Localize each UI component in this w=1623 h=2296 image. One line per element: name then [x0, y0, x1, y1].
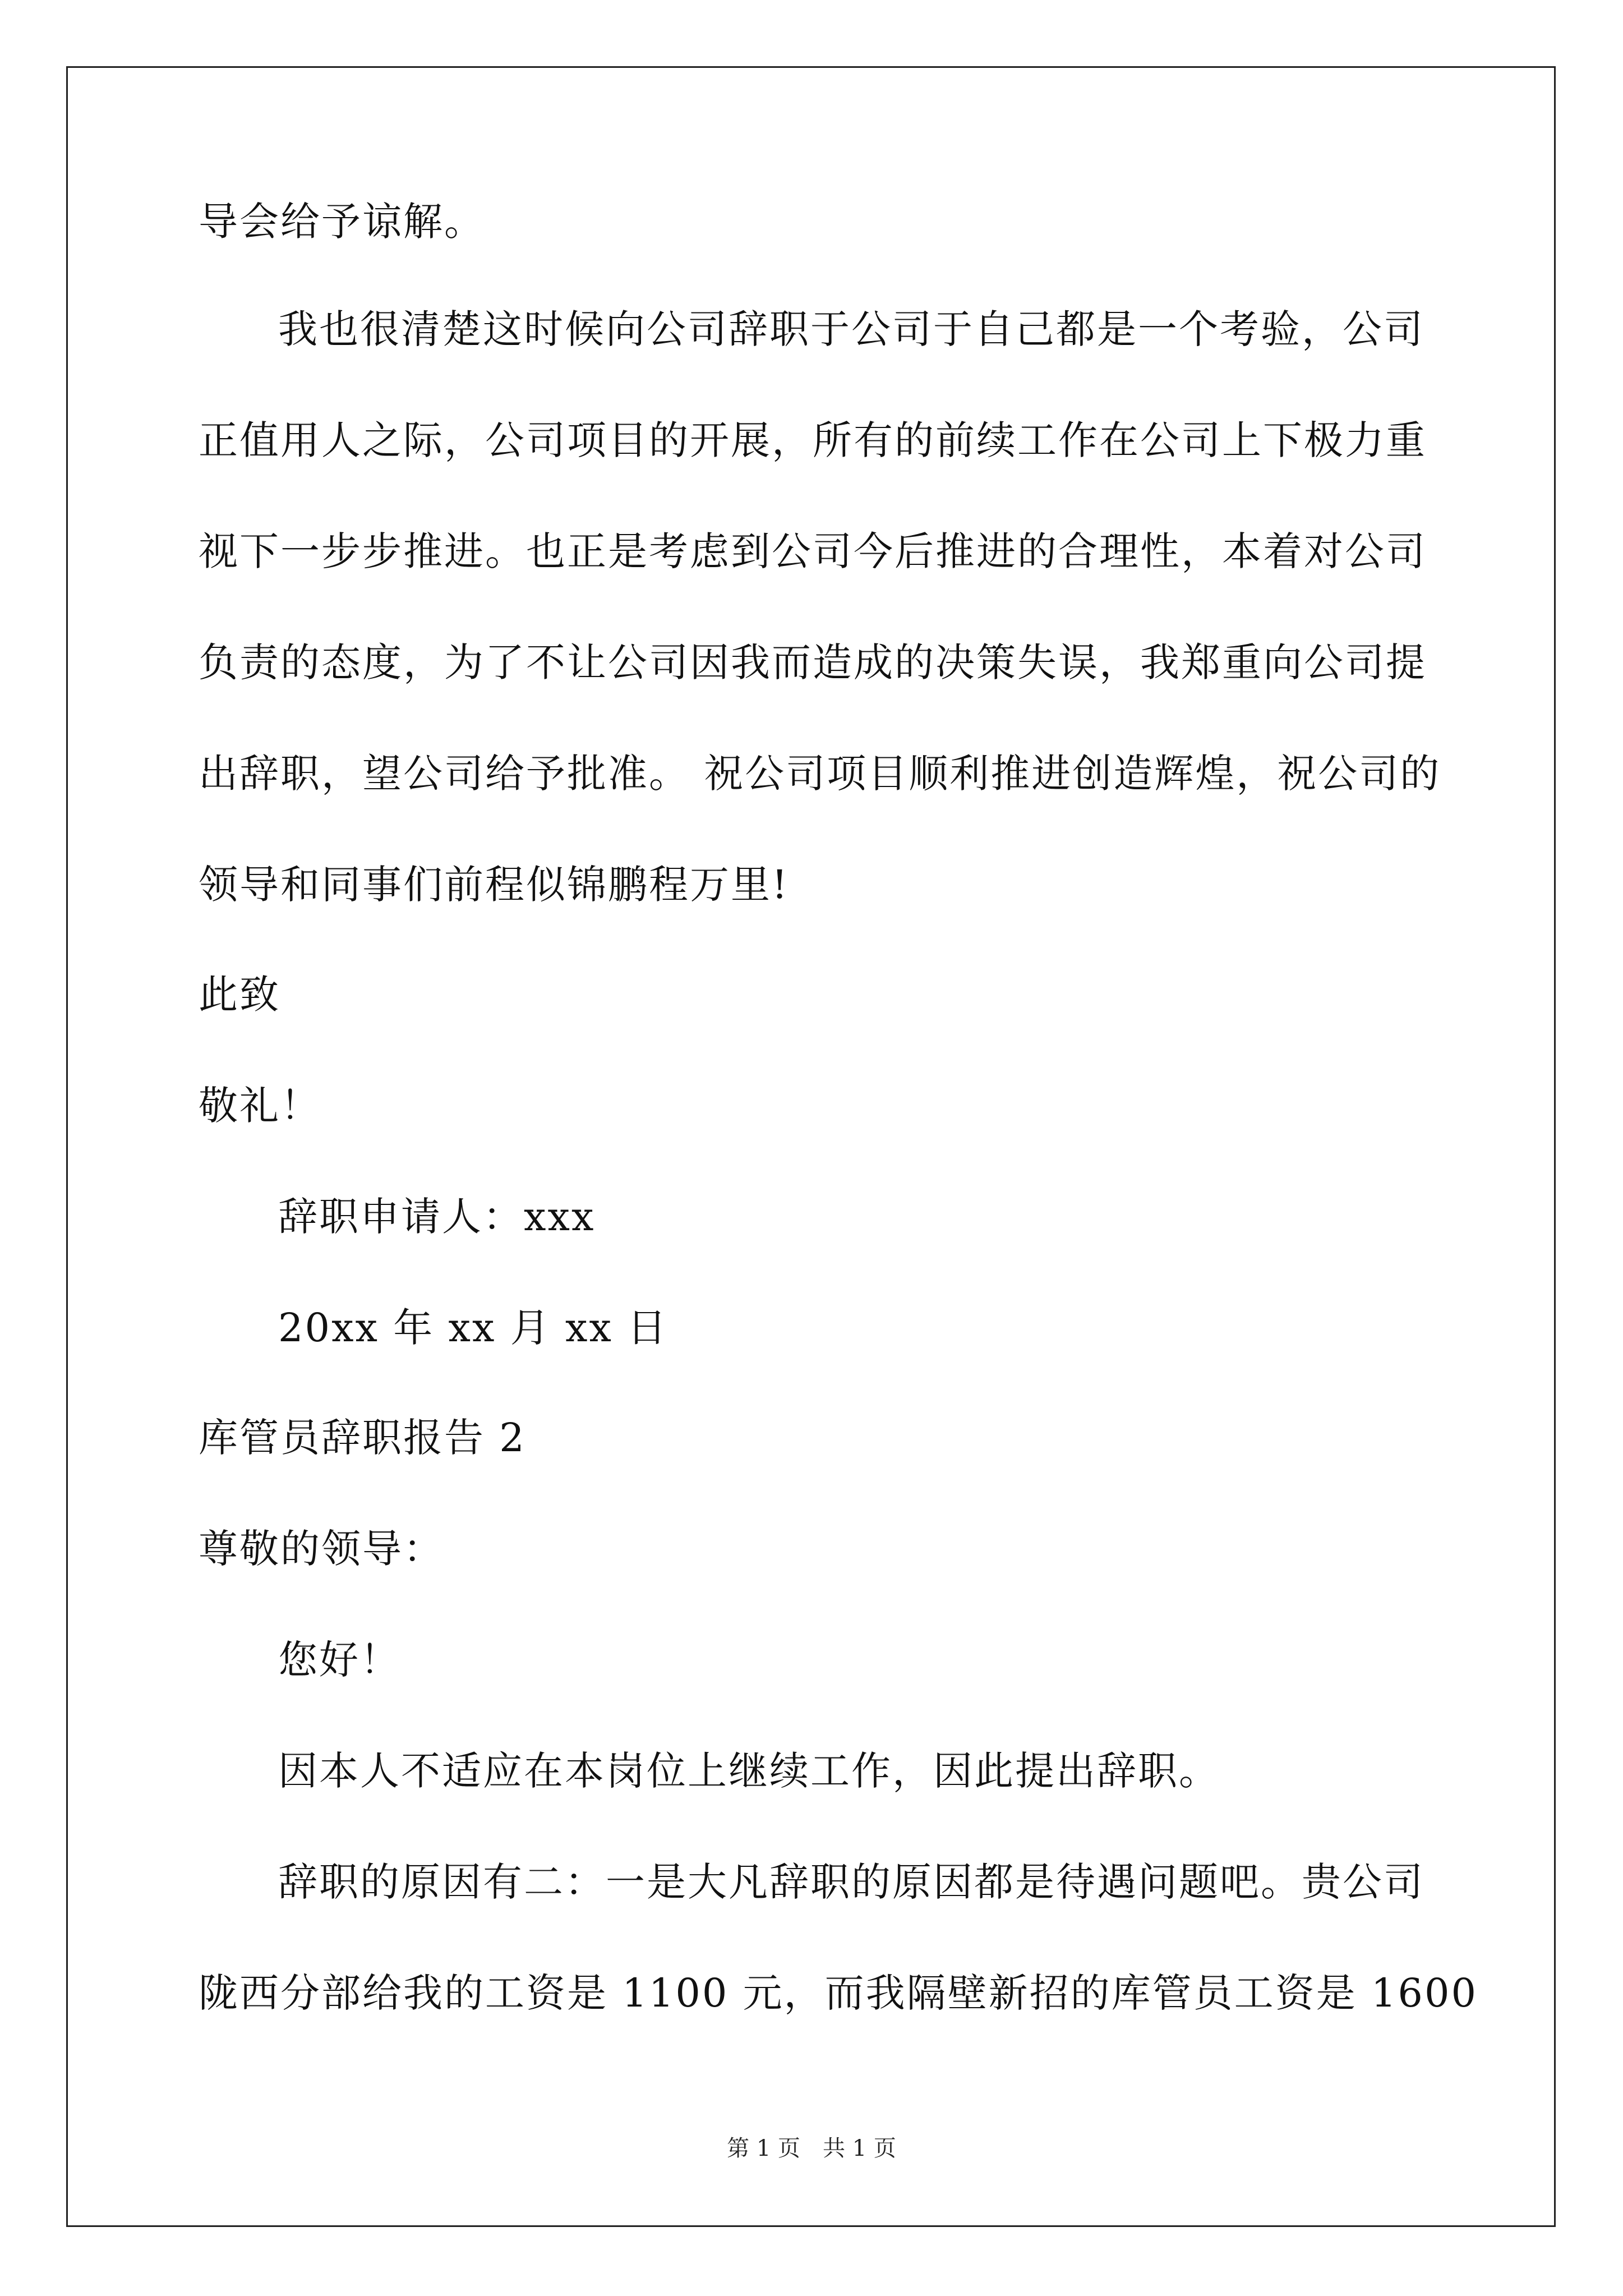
page-footer — [0, 2131, 1623, 2162]
closing-regards: 敬礼！ — [199, 1083, 321, 1129]
letter-date: 20xx 年 xx 月 xx 日 — [278, 1305, 668, 1351]
text-line-5: 负责的态度，为了不让公司因我而造成的决策失误，我郑重向公司提 — [199, 639, 1427, 685]
closing-salutation: 此致 — [199, 972, 280, 1018]
text-line-2: 我也很清楚这时候向公司辞职于公司于自己都是一个考验，公司 — [278, 306, 1424, 352]
text-line-15: 因本人不适应在本岗位上继续工作，因此提出辞职。 — [278, 1748, 1220, 1794]
text-line-6: 出辞职，望公司给予批准。 祝公司项目顺利推进创造辉煌，祝公司的 — [199, 751, 1441, 797]
greeting: 您好！ — [278, 1637, 401, 1683]
text-line-4: 视下一步步推进。也正是考虑到公司今后推进的合理性，本着对公司 — [199, 528, 1427, 574]
page-number-current: 第 1 页 — [727, 2136, 800, 2161]
text-line-7: 领导和同事们前程似锦鹏程万里! — [199, 862, 790, 908]
text-line-3: 正值用人之际，公司项目的开展，所有的前续工作在公司上下极力重 — [199, 417, 1427, 463]
greeting-addressee: 尊敬的领导： — [199, 1526, 444, 1572]
applicant-signature: 辞职申请人：xxx — [278, 1194, 596, 1240]
text-line-17: 陇西分部给我的工资是 1100 元，而我隔壁新招的库管员工资是 1600 — [199, 1970, 1478, 2016]
text-line-16: 辞职的原因有二：一是大凡辞职的原因都是待遇问题吧。贵公司 — [278, 1859, 1424, 1905]
page-number-total: 共 1 页 — [823, 2136, 896, 2161]
text-line-1: 导会给予谅解。 — [199, 199, 485, 245]
section-title: 库管员辞职报告 2 — [199, 1415, 526, 1461]
